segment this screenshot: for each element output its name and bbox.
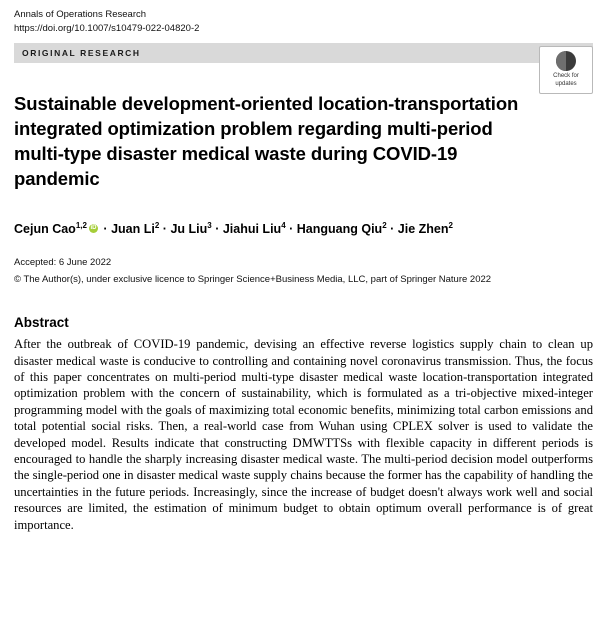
author-separator: · (162, 222, 167, 237)
journal-header (0, 0, 607, 36)
author-separator: · (289, 222, 294, 237)
crossmark-check-icon (556, 51, 576, 71)
author-affiliation-marker: 3 (207, 221, 212, 230)
crossmark-line2: updates (555, 80, 577, 87)
author-affiliation-marker: 2 (448, 221, 453, 230)
journal-name: Annals of Operations Research (14, 9, 147, 20)
accepted-date: Accepted: 6 June 2022 (14, 257, 112, 269)
abstract-text: After the outbreak of COVID-19 pandemic, devising an effective reverse logistics supply chain to clean up disaster medical waste is conducive to controlling and containing novel coronavirus transmission. Thus, the focus of this paper concentrates on multi-period multi-type disaster medical waste location-transportation integrated optimization problem with the concern of sustainability, which is formulated as a tri-objective mixed-integer programming model with the goals of maximizing total economic benefits, minimizing total carbon emissions and total potential social risks. Then, a real-world case from Wuhan using CPLEX solver is used to validate the developed model. Results indicate that constructing DMWTTSs with flexible capacity in different periods is encouraged to handle the sharply increasing disaster medical waste. The multi-period decision model outperforms the single-period one in disaster medical waste supply chains because the former has the capability of handling the uncertainties in the future periods. Increasingly, since the increase of budget doesn't always work well and social resources are limited, the estimation of minimum budget to obtain optimum overall performance is of great importance. (14, 337, 593, 532)
author-separator: · (390, 222, 395, 237)
crossmark-line1: Check for (553, 73, 579, 79)
author-name[interactable]: Juan Li (111, 222, 155, 237)
doi-link[interactable]: https://doi.org/10.1007/s10479-022-04820-2 (14, 23, 200, 34)
author-name[interactable]: Jiahui Liu (222, 222, 282, 237)
article-type-banner (14, 43, 593, 63)
author-affiliation-marker: 2 (382, 221, 387, 230)
author-name[interactable]: Jie Zhen (397, 222, 449, 237)
author-affiliation-marker: 2 (154, 221, 160, 230)
author-name[interactable]: Hanguang Qiu (296, 222, 383, 237)
author-affiliation-marker: 4 (281, 221, 286, 230)
author-separator: · (103, 222, 108, 237)
author-name[interactable]: Cejun Cao (14, 222, 76, 237)
author-list (14, 217, 593, 238)
author-affiliation-marker: 1,2 (75, 221, 87, 230)
orcid-icon[interactable] (89, 224, 98, 233)
article-type-label: ORIGINAL RESEARCH (22, 48, 141, 58)
crossmark-badge[interactable] (539, 46, 593, 94)
author-separator: · (215, 222, 220, 237)
page-title: Sustainable development-oriented location-transportation integrated optimization problem regarding multi-period multi-type disaster medical waste during COVID-19 pandemic (14, 93, 519, 189)
author-name[interactable]: Ju Liu (170, 222, 208, 237)
copyright-line: © The Author(s), under exclusive licence to Springer Science+Business Media, LLC, part of Springer Nature 2022 (14, 274, 492, 286)
abstract-heading: Abstract (14, 315, 69, 331)
